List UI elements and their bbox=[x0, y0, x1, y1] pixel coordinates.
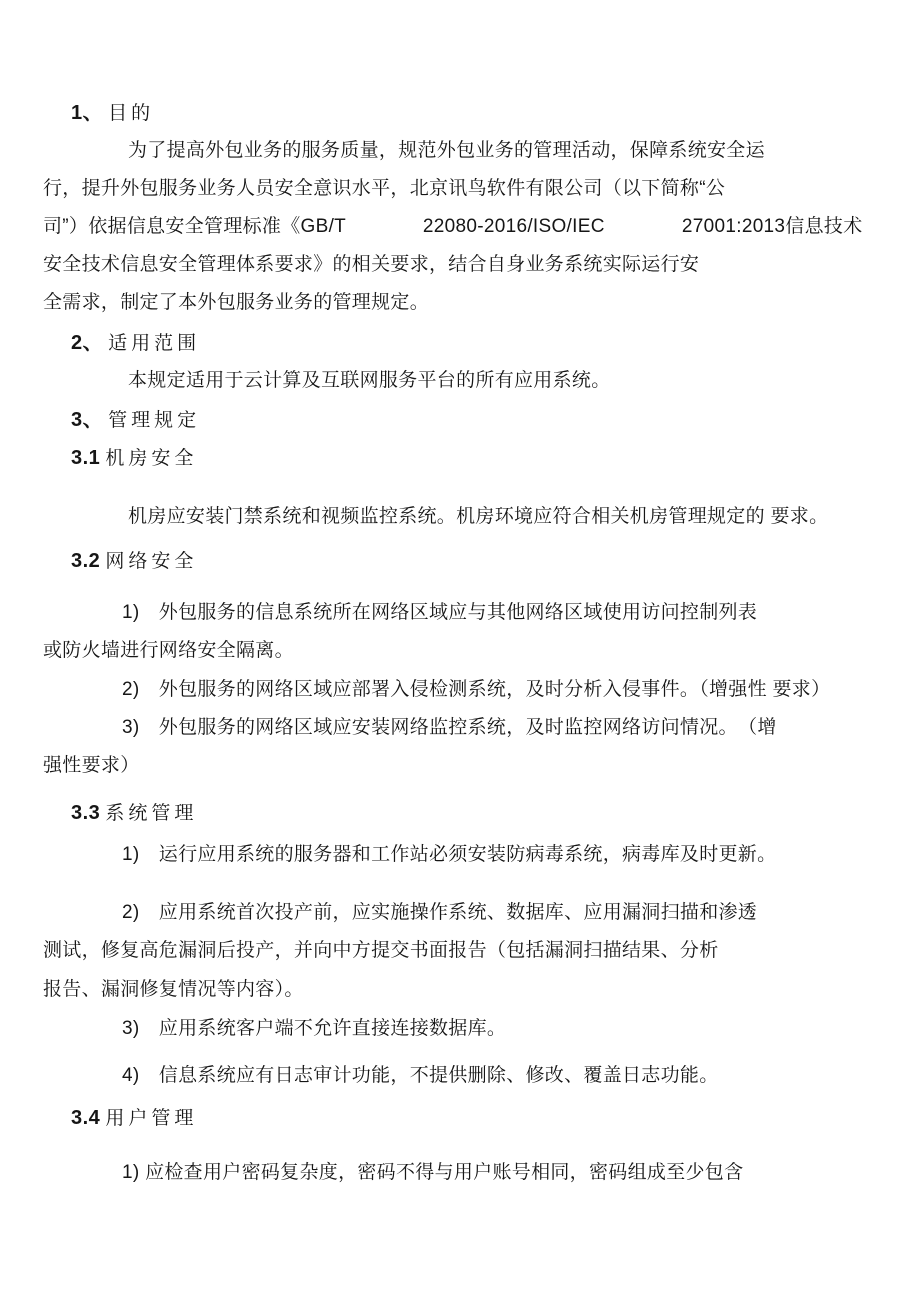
heading-label: 机房安全 bbox=[105, 448, 198, 469]
body-text-line: 3) 外包服务的网络区域应安装网络监控系统，及时监控网络访问情况。 （增 bbox=[122, 717, 777, 738]
body-text-line: 为了提高外包业务的服务质量，规范外包业务的管理活动，保障系统安全运 bbox=[128, 140, 765, 161]
body-text-line: 3) 应用系统客户端不允许直接连接数据库。 bbox=[122, 1018, 507, 1039]
heading-label: 网络安全 bbox=[105, 551, 198, 572]
body-text-line: 强性要求） bbox=[43, 755, 140, 776]
body-text-line: 或防火墙进行网络安全隔离。 bbox=[43, 640, 294, 661]
body-text-line: 1) 外包服务的信息系统所在网络区域应与其他网络区域使用访问控制列表 bbox=[122, 602, 758, 623]
body-text-line: 1) 应检查用户密码复杂度，密码不得与用户账号相同，密码组成至少包含 bbox=[122, 1162, 744, 1183]
body-text-line: 4) 信息系统应有日志审计功能，不提供删除、修改、覆盖日志功能。 bbox=[122, 1065, 719, 1086]
body-text-line: 行，提升外包服务业务人员安全意识水平，北京讯鸟软件有限公司（以下简称“公 bbox=[43, 178, 726, 199]
section-heading bbox=[71, 551, 197, 571]
body-text-line: 安全技术信息安全管理体系要求》的相关要求，结合自身业务系统实际运行安 bbox=[43, 254, 700, 275]
section-heading bbox=[71, 333, 200, 353]
heading-number: 3.1 bbox=[71, 447, 101, 469]
heading-label: 管理规定 bbox=[108, 410, 201, 431]
heading-number: 2、 bbox=[71, 332, 104, 354]
section-heading bbox=[71, 803, 197, 823]
body-text-line: 2) 应用系统首次投产前，应实施操作系统、数据库、应用漏洞扫描和渗透 bbox=[122, 902, 758, 923]
body-text-line: 机房应安装门禁系统和视频监控系统。机房环境应符合相关机房管理规定的 要求。 bbox=[128, 506, 829, 527]
heading-number: 3.2 bbox=[71, 550, 101, 572]
heading-label: 适用范围 bbox=[108, 333, 201, 354]
section-heading bbox=[71, 103, 154, 123]
heading-label: 用户管理 bbox=[105, 1108, 198, 1129]
body-text-line: 2) 外包服务的网络区域应部署入侵检测系统，及时分析入侵事件。（增强性 要求） bbox=[122, 679, 831, 700]
body-text-line: 1) 运行应用系统的服务器和工作站必须安装防病毒系统，病毒库及时更新。 bbox=[122, 844, 777, 865]
section-heading bbox=[71, 410, 200, 430]
body-text-line: 全需求，制定了本外包服务业务的管理规定。 bbox=[43, 292, 430, 313]
body-text-line: 报告、漏洞修复情况等内容）。 bbox=[43, 979, 304, 1000]
body-text-line: 本规定适用于云计算及互联网服务平台的所有应用系统。 bbox=[128, 370, 611, 391]
heading-number: 3、 bbox=[71, 409, 104, 431]
section-heading bbox=[71, 1108, 197, 1128]
body-text-line: 司”）依据信息安全管理标准《GB/T 22080-2016/ISO/IEC 27001:2013信息技术 bbox=[43, 216, 863, 237]
section-heading bbox=[71, 448, 197, 468]
heading-label: 系统管理 bbox=[105, 803, 198, 824]
body-text-line: 测试，修复高危漏洞后投产，并向中方提交书面报告（包括漏洞扫描结果、分析 bbox=[43, 940, 719, 961]
heading-number: 1、 bbox=[71, 102, 104, 124]
heading-number: 3.4 bbox=[71, 1107, 101, 1129]
heading-number: 3.3 bbox=[71, 802, 101, 824]
heading-label: 目的 bbox=[108, 103, 155, 124]
